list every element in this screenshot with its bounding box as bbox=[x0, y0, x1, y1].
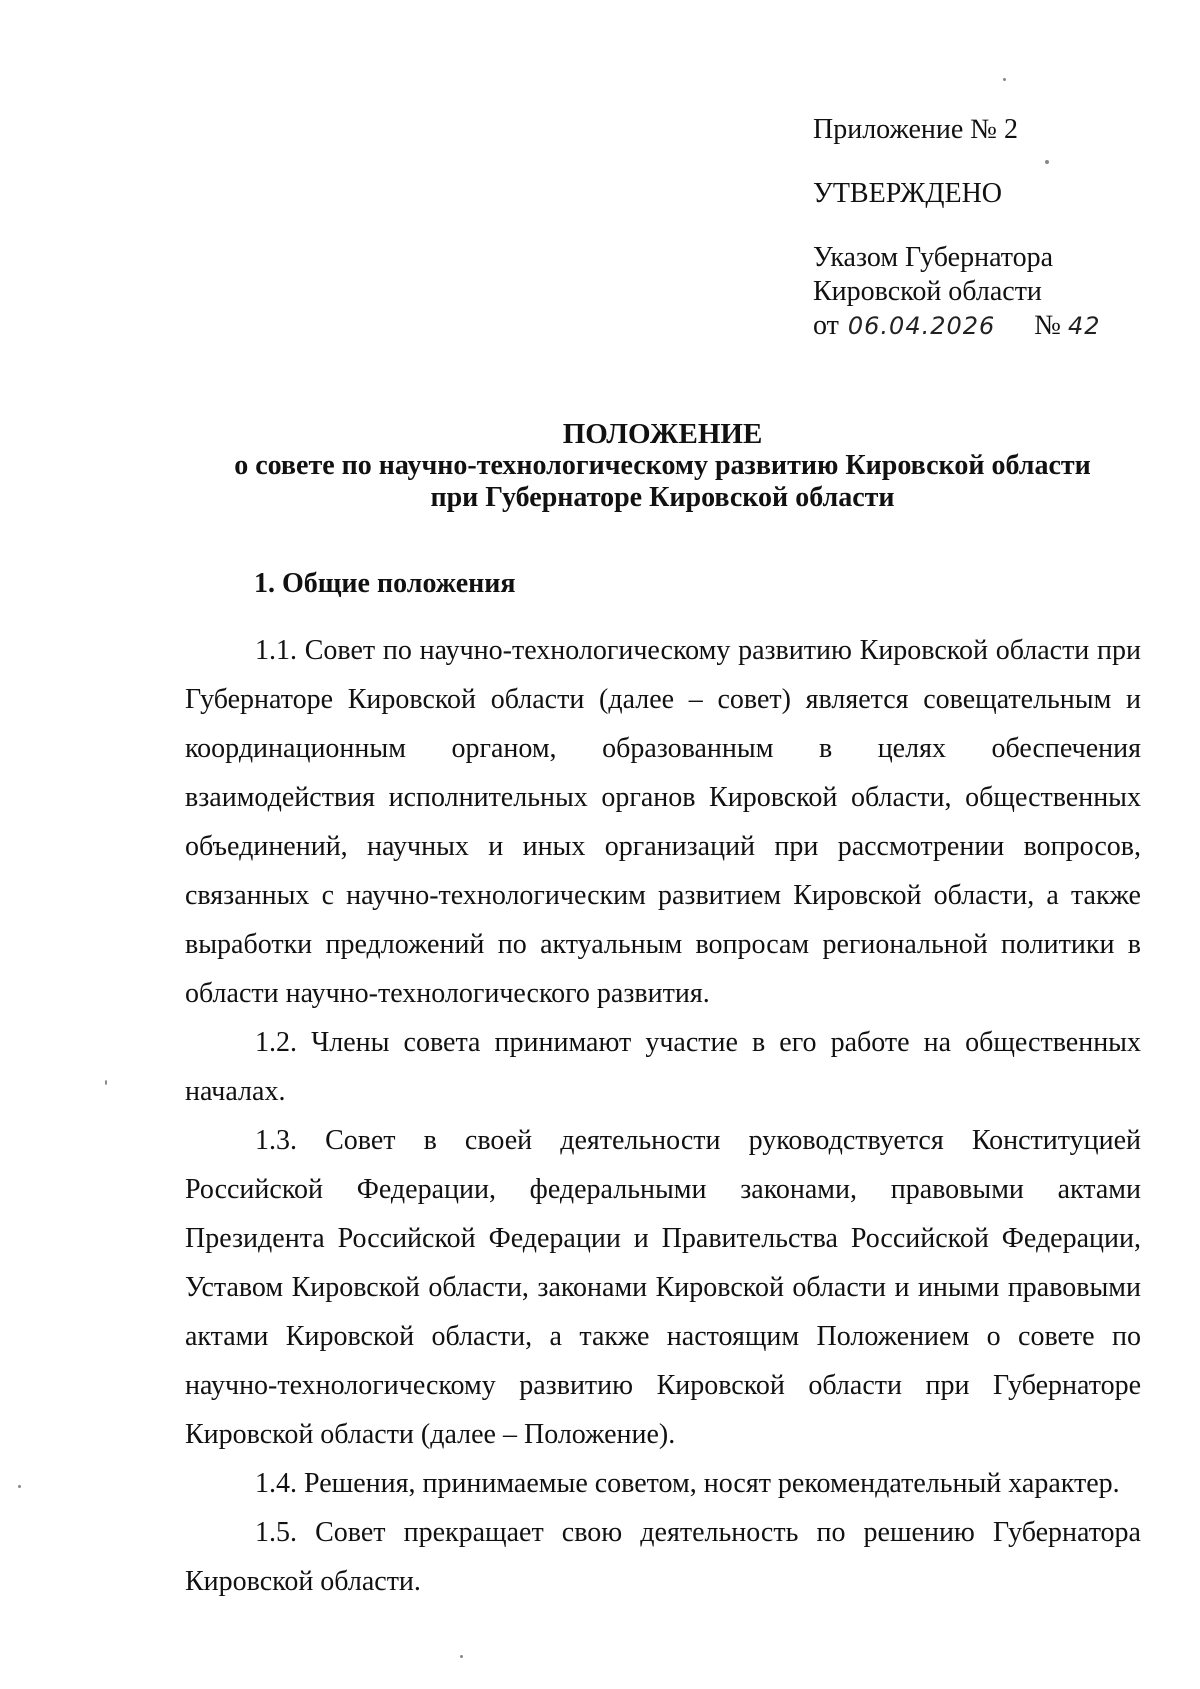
paragraph-1-2: 1.2. Члены совета принимают участие в его работе на общественных началах. bbox=[185, 1027, 1141, 1107]
paragraph-1-1: 1.1. Совет по научно-технологическому развитию Кировской области при Губернаторе Кировской области (далее – совет) является совещательным и координационным органом, образованным в целях обеспечения взаимодействия исполнительных органов Кировской области, общественных объединений, научных и иных организаций при рассмотрении вопросов, связанных с научно-технологическим развитием Кировской области, а также выработки предложений по актуальным вопросам региональной политики в области научно-технологического развития. bbox=[185, 635, 1141, 1009]
paragraph-1-5: 1.5. Совет прекращает свою деятельность по решению Губернатора Кировской области. bbox=[185, 1517, 1141, 1597]
decree-region: Кировской области bbox=[813, 276, 1042, 307]
handwritten-date: 06.04.2026 bbox=[847, 312, 996, 340]
scan-speck bbox=[105, 1080, 107, 1085]
decree-issuer: Указом Губернатора bbox=[813, 242, 1054, 273]
decree-date-line bbox=[813, 309, 1133, 343]
handwritten-number: 42 bbox=[1068, 312, 1101, 340]
approval-block bbox=[813, 113, 1133, 343]
scan-speck bbox=[18, 1485, 21, 1488]
title-subject: о совете по научно-технологическому развитию Кировской области bbox=[234, 450, 1091, 481]
section-heading: 1. Общие положения bbox=[254, 568, 516, 599]
section-body bbox=[185, 626, 1141, 1606]
scan-speck bbox=[1003, 78, 1006, 81]
scan-speck bbox=[460, 1655, 463, 1658]
paragraph-1-4: 1.4. Решения, принимаемые советом, носят рекомендательный характер. bbox=[255, 1468, 1120, 1499]
number-label: № bbox=[1034, 310, 1062, 341]
title-main: ПОЛОЖЕНИЕ bbox=[562, 418, 763, 450]
approved-stamp: УТВЕРЖДЕНО bbox=[813, 178, 1003, 209]
paragraph-1-3: 1.3. Совет в своей деятельности руководствуется Конституцией Российской Федерации, федеральными законами, правовыми актами Президента Российской Федерации и Правительства Российской Федерации, Уставом Кировской области, законами Кировской области и иными правовыми актами Кировской области, а также настоящим Положением о совете по научно-технологическому развитию Кировской области при Губернаторе Кировской области (далее – Положение). bbox=[185, 1125, 1141, 1450]
from-label: от bbox=[813, 310, 839, 341]
scan-speck bbox=[1045, 160, 1049, 164]
document-title bbox=[0, 418, 1200, 514]
annex-number: Приложение № 2 bbox=[813, 114, 1018, 145]
title-subject-cont: при Губернаторе Кировской области bbox=[430, 482, 895, 513]
